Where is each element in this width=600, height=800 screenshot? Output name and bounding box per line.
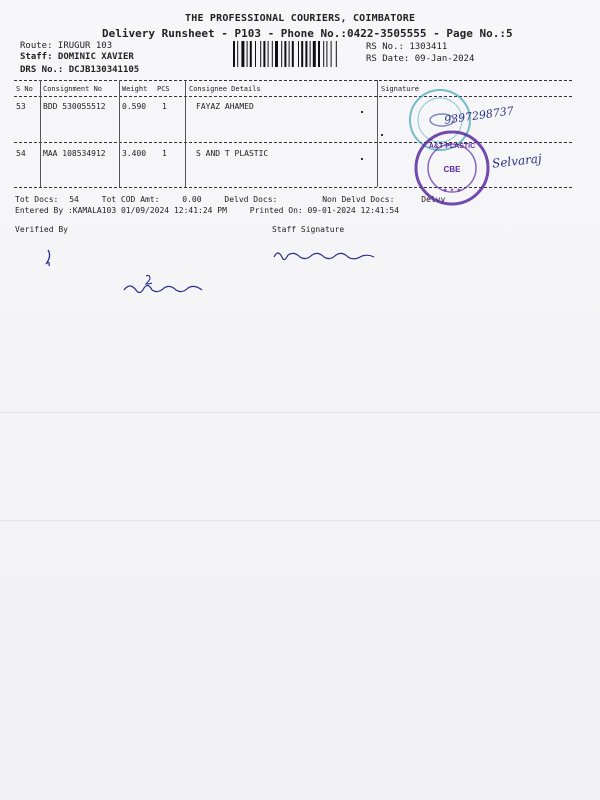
row1-consignee: FAYAZ AHAMED (196, 102, 254, 111)
barcode-bar (331, 41, 332, 67)
printed-on: Printed On: 09-01-2024 12:41:54 (249, 206, 400, 215)
col-divider (119, 80, 120, 187)
barcode-bar (241, 41, 244, 67)
header-weight: Weight (122, 85, 148, 93)
totals-line (15, 195, 445, 204)
entered-by: Entered By :KAMALA103 01/09/2024 12:41:24 PM (15, 206, 227, 215)
barcode-bar (233, 41, 235, 67)
drs-number: DRS No.: DCJB130341105 (20, 65, 140, 75)
runsheet-title: Delivery Runsheet - P103 - Phone No.:0422-3505555 - Page No.:5 (102, 27, 513, 40)
barcode-bar (336, 41, 337, 67)
barcode-bar (284, 41, 286, 67)
barcode-bar (237, 41, 238, 67)
tot-docs-value: 54 (69, 195, 79, 204)
svg-text:★ ✦ ★: ★ ✦ ★ (442, 188, 462, 194)
barcode-bar (263, 41, 265, 67)
row2-consignee: S AND T PLASTIC (196, 149, 269, 158)
staff-signature-mark (270, 245, 380, 269)
route-label: Route: IRUGUR 103 (20, 41, 113, 51)
barcode-bar (250, 41, 252, 67)
barcode-bar (247, 41, 248, 67)
delvy-label: Delvy (421, 195, 446, 204)
barcode-bar (289, 41, 290, 67)
company-seal (412, 128, 492, 208)
tot-docs-label: Tot Docs: (15, 195, 59, 204)
barcode-bar (301, 41, 303, 67)
barcode-bar (326, 41, 327, 67)
row-marker (361, 111, 363, 113)
barcode-bar (260, 41, 261, 67)
barcode-bar (275, 41, 278, 67)
table-header-rule (14, 96, 572, 97)
non-delvd-docs-label: Non Delvd Docs: (322, 195, 395, 204)
rs-date: RS Date: 09-Jan-2024 (366, 54, 475, 64)
tot-cod-value: 0.00 (182, 195, 202, 204)
barcode-bar (318, 41, 320, 67)
header-sno: S No (16, 85, 33, 93)
barcode-bar (313, 41, 316, 67)
header-pcs: PCS (157, 85, 170, 93)
header-consignee: Consignee Details (189, 85, 261, 93)
barcode-bar (281, 41, 282, 67)
entered-line (15, 206, 399, 215)
paper-fold (0, 412, 600, 413)
barcode (233, 41, 361, 67)
header-signature: Signature (381, 85, 419, 93)
staff-signature-label: Staff Signature (272, 225, 345, 234)
barcode-bar (272, 41, 273, 67)
tot-cod-label: Tot COD Amt: (101, 195, 160, 204)
row1-sno: 53 (16, 102, 26, 111)
paper-fold (0, 520, 600, 521)
row2-pcs: 1 (162, 149, 167, 158)
seal-city: CBE (443, 165, 461, 174)
handwritten-signature-row2: Selvaraj (491, 151, 543, 171)
verified-by-label: Verified By (15, 225, 68, 234)
barcode-bar (323, 41, 324, 67)
col-divider (377, 80, 378, 187)
row2-sno: 54 (16, 149, 26, 158)
barcode-bar (268, 41, 269, 67)
row2-consignment: MAA 108534912 (43, 149, 106, 158)
barcode-bar (310, 41, 311, 67)
row-marker (361, 158, 363, 160)
header-consignment: Consignment No (43, 85, 103, 93)
row2-weight: 3.400 (122, 149, 147, 158)
row1-pcs: 1 (162, 102, 167, 111)
rs-number: RS No.: 1303411 (366, 42, 448, 52)
verifier-signature (120, 272, 210, 302)
handwritten-phone: 9397298737 (443, 104, 515, 127)
verifier-pen-mark (40, 246, 60, 270)
seal-text: A&T PLASTIC (428, 143, 476, 150)
table-top-rule (14, 80, 572, 81)
row1-consignment: BDD 530055512 (43, 102, 106, 111)
barcode-bar (292, 41, 294, 67)
col-divider (185, 80, 186, 187)
staff-label: Staff: DOMINIC XAVIER (20, 52, 134, 62)
barcode-bar (255, 41, 256, 67)
row1-weight: 0.590 (122, 102, 147, 111)
delvd-docs-label: Delvd Docs: (224, 195, 278, 204)
barcode-bar (298, 41, 299, 67)
col-divider (40, 80, 41, 187)
barcode-bar (305, 41, 307, 67)
company-name: THE PROFESSIONAL COURIERS, COIMBATORE (185, 13, 416, 24)
row-marker (381, 134, 383, 136)
